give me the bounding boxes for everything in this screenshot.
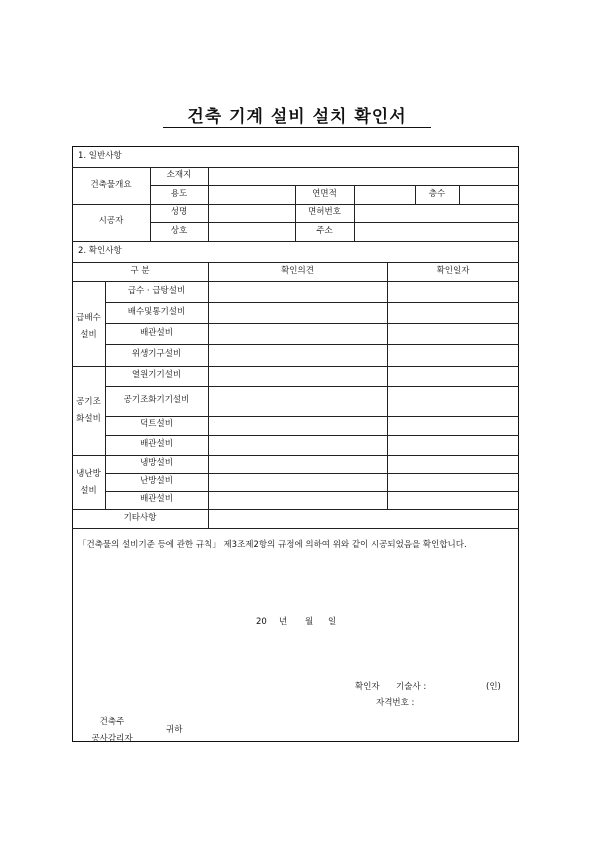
name-label: 성명 xyxy=(170,207,188,217)
row-divider xyxy=(72,281,519,282)
col-opinion-header: 확인의견 xyxy=(281,266,314,276)
row-divider xyxy=(105,386,519,387)
row-divider xyxy=(72,528,519,529)
document-title: 건축 기계 설비 설치 확인서 xyxy=(187,107,407,127)
section2-heading: 2. 확인사항 xyxy=(78,246,122,256)
row-divider xyxy=(105,323,519,324)
business-name-label: 상호 xyxy=(170,226,188,236)
engineer-label: 기술사 : xyxy=(396,682,427,692)
row-divider xyxy=(72,509,519,510)
item-cooling: 냉방설비 xyxy=(140,458,173,468)
license-no-label: 면허번호 xyxy=(308,207,341,217)
item-heating: 난방설비 xyxy=(140,476,173,486)
item-sanitary: 위생기구설비 xyxy=(131,349,182,359)
col-divider xyxy=(208,262,209,528)
row-divider xyxy=(150,185,519,186)
col-divider xyxy=(208,167,209,241)
seal-label: (인) xyxy=(486,682,501,692)
floors-label: 층수 xyxy=(428,189,446,199)
item-piping: 배관설비 xyxy=(140,439,173,449)
col-divider xyxy=(459,185,460,204)
section1-heading: 1. 일반사항 xyxy=(78,151,122,161)
row-divider xyxy=(72,241,519,242)
constructor-label: 시공자 xyxy=(98,216,124,226)
building-overview-label: 건축물개요 xyxy=(90,180,132,190)
row-divider xyxy=(105,491,519,492)
item-heat-source: 열원기기설비 xyxy=(131,370,182,380)
col-divider xyxy=(354,185,355,241)
recipient-honorific: 귀하 xyxy=(166,725,183,735)
item-air-handler: 공기조화기기설비 xyxy=(123,395,190,405)
group-label-plumbing: 급배수 설비 xyxy=(76,313,101,340)
location-label: 소재지 xyxy=(166,170,192,180)
row-divider xyxy=(72,167,519,168)
date-day-label: 일 xyxy=(328,617,337,627)
recipient-owner: 건축주 xyxy=(99,717,125,727)
row-divider xyxy=(72,455,519,456)
col-category-header: 구 분 xyxy=(130,266,150,276)
license-label: 자격번호 : xyxy=(376,698,415,708)
row-divider xyxy=(72,262,519,263)
row-divider xyxy=(105,473,519,474)
title-underline xyxy=(163,127,431,128)
col-divider xyxy=(387,262,388,509)
confirmer-label: 확인자 xyxy=(355,682,380,692)
item-piping: 배관설비 xyxy=(140,494,173,504)
group-label-heating-cooling: 냉난방 설비 xyxy=(76,469,101,496)
item-water-supply: 급수 · 급탕설비 xyxy=(127,286,186,296)
date-year-label: 년 xyxy=(279,617,288,627)
date-month-label: 월 xyxy=(305,617,314,627)
recipient-supervisor: 공사감리자 xyxy=(91,734,133,744)
row-divider xyxy=(105,416,519,417)
other-label: 기타사항 xyxy=(123,513,157,523)
item-drainage: 배수및통기설비 xyxy=(127,307,186,317)
confirmation-statement: 「건축물의 설비기준 등에 관한 규칙」 제3조제2항의 규정에 의하여 위와 같이 시공되었음을 확인합니다. xyxy=(78,540,467,550)
item-piping: 배관설비 xyxy=(140,328,173,338)
row-divider xyxy=(105,344,519,345)
use-label: 용도 xyxy=(170,189,188,199)
item-duct: 덕트설비 xyxy=(140,419,173,429)
row-divider xyxy=(105,302,519,303)
row-divider xyxy=(150,222,519,223)
date-prefix: 20 xyxy=(256,617,267,627)
row-divider xyxy=(72,366,519,367)
floor-area-label: 연면적 xyxy=(312,189,337,199)
col-date-header: 확인일자 xyxy=(436,266,470,276)
address-label: 주소 xyxy=(316,226,333,236)
row-divider xyxy=(105,435,519,436)
group-label-air-conditioning: 공기조 화설비 xyxy=(76,397,101,424)
